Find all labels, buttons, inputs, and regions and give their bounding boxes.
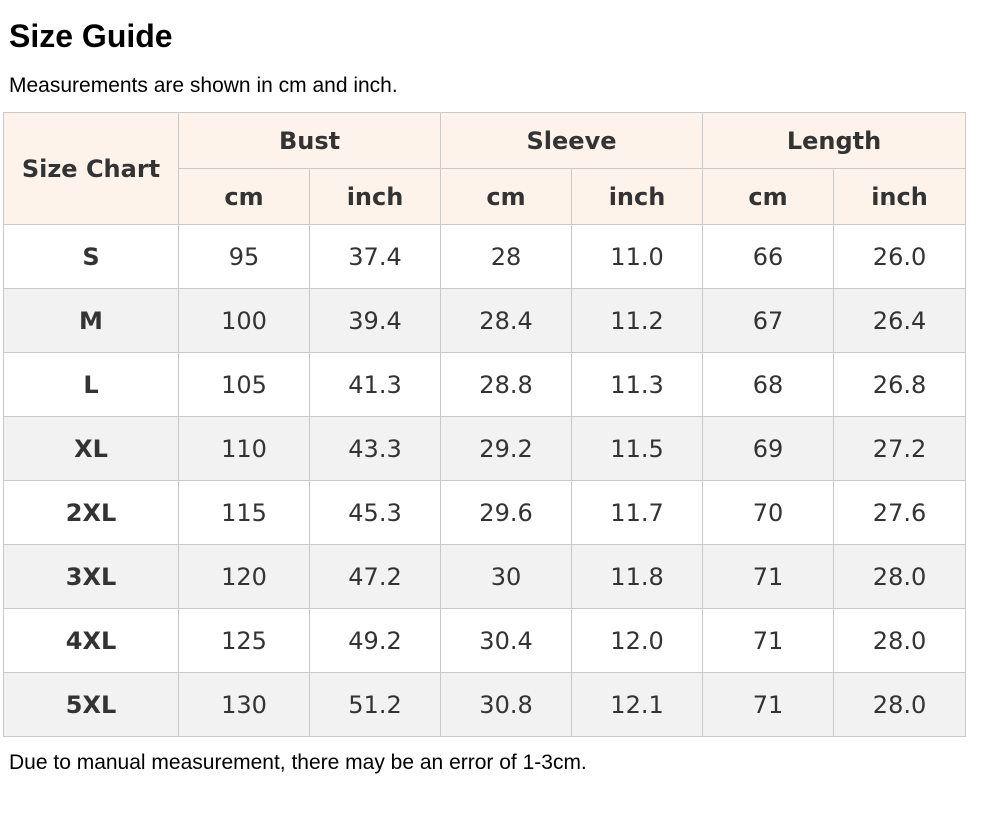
unit-header: inch [572,169,703,225]
table-cell: 30 [441,545,572,609]
table-cell: 28.8 [441,353,572,417]
size-cell: 4XL [4,609,179,673]
size-cell: 3XL [4,545,179,609]
table-cell: 29.2 [441,417,572,481]
footnote: Due to manual measurement, there may be an error of 1-3cm. [9,751,587,774]
table-cell: 105 [179,353,310,417]
size-cell: XL [4,417,179,481]
table-cell: 12.0 [572,609,703,673]
table-cell: 11.7 [572,481,703,545]
table-row [4,609,966,673]
table-cell: 28.0 [834,609,966,673]
table-cell: 39.4 [310,289,441,353]
table-cell: 28.0 [834,545,966,609]
table-cell: 100 [179,289,310,353]
table-cell: 11.2 [572,289,703,353]
table-row [4,225,966,289]
table-cell: 51.2 [310,673,441,737]
size-cell: S [4,225,179,289]
unit-header: inch [834,169,966,225]
table-cell: 69 [703,417,834,481]
size-cell: L [4,353,179,417]
table-cell: 71 [703,609,834,673]
table-cell: 125 [179,609,310,673]
table-cell: 120 [179,545,310,609]
header-group-row [4,113,966,169]
table-cell: 26.8 [834,353,966,417]
table-cell: 71 [703,545,834,609]
unit-header: cm [441,169,572,225]
table-cell: 43.3 [310,417,441,481]
table-cell: 37.4 [310,225,441,289]
table-cell: 115 [179,481,310,545]
table-cell: 29.6 [441,481,572,545]
size-cell: 2XL [4,481,179,545]
page-subtitle: Measurements are shown in cm and inch. [9,74,398,97]
table-cell: 130 [179,673,310,737]
table-row [4,481,966,545]
table-row [4,417,966,481]
table-cell: 11.5 [572,417,703,481]
table-cell: 26.4 [834,289,966,353]
table-cell: 11.3 [572,353,703,417]
table-cell: 66 [703,225,834,289]
table-row [4,289,966,353]
size-chart-table [3,112,966,737]
unit-header: cm [703,169,834,225]
unit-header: inch [310,169,441,225]
group-header-sleeve: Sleeve [441,113,703,169]
table-cell: 47.2 [310,545,441,609]
table-cell: 28.4 [441,289,572,353]
table-cell: 95 [179,225,310,289]
table-row [4,353,966,417]
unit-header: cm [179,169,310,225]
size-cell: 5XL [4,673,179,737]
table-cell: 45.3 [310,481,441,545]
table-cell: 68 [703,353,834,417]
table-cell: 11.8 [572,545,703,609]
group-header-bust: Bust [179,113,441,169]
table-cell: 27.6 [834,481,966,545]
table-cell: 71 [703,673,834,737]
table-row [4,673,966,737]
table-cell: 11.0 [572,225,703,289]
table-cell: 41.3 [310,353,441,417]
table-cell: 12.1 [572,673,703,737]
table-cell: 27.2 [834,417,966,481]
table-cell: 110 [179,417,310,481]
page-title: Size Guide [9,18,173,54]
table-cell: 67 [703,289,834,353]
corner-header: Size Chart [4,113,179,225]
table-cell: 28 [441,225,572,289]
table-cell: 49.2 [310,609,441,673]
table-cell: 30.4 [441,609,572,673]
table-cell: 28.0 [834,673,966,737]
table-cell: 30.8 [441,673,572,737]
table-cell: 70 [703,481,834,545]
table-row [4,545,966,609]
table-cell: 26.0 [834,225,966,289]
group-header-length: Length [703,113,966,169]
size-cell: M [4,289,179,353]
